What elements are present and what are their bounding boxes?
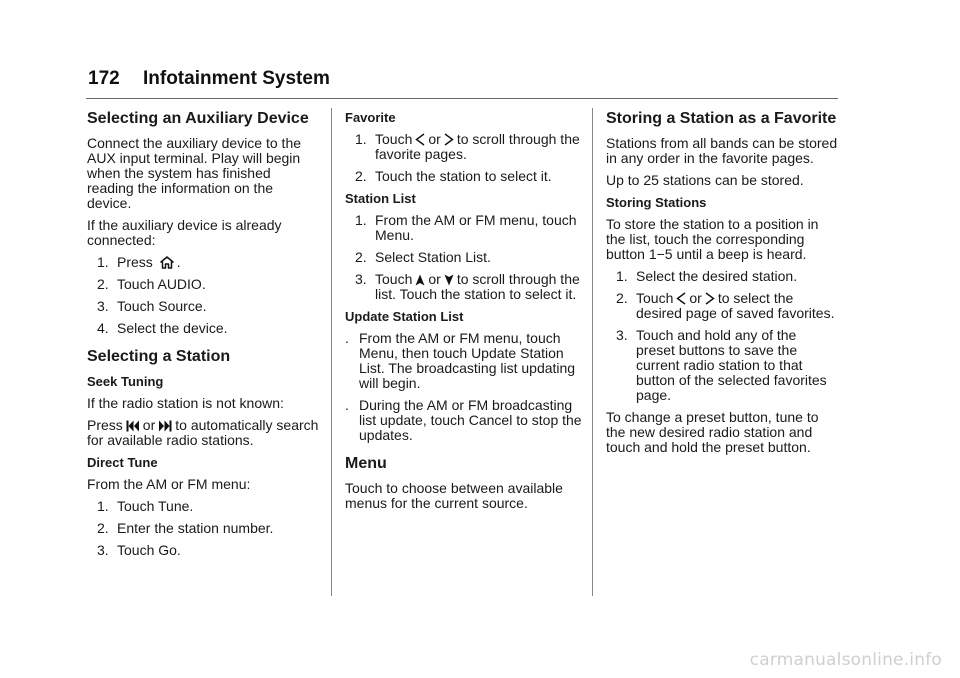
column-1 [87, 110, 319, 565]
list-item [87, 499, 319, 514]
step-text: Press [117, 254, 153, 270]
heading-seek-tuning: Seek Tuning [87, 374, 164, 389]
step-number: 2. [355, 249, 367, 265]
column-divider-right [592, 108, 593, 596]
para-connect: Connect the auxiliary device to the AUX input terminal. Play will begin when the system has finished reading the information on the device. [87, 135, 302, 211]
para-press-seek [87, 418, 319, 448]
heading-update-list: Update Station List [345, 309, 464, 324]
list-item [345, 331, 585, 391]
column-3 [606, 110, 838, 462]
heading-store-favorite: Storing a Station as a Favorite [606, 110, 837, 127]
store-steps-list [606, 269, 838, 403]
step-text: Touch [636, 290, 674, 306]
list-item [345, 272, 585, 302]
chevron-right-icon [705, 292, 715, 305]
para-up-to: Up to 25 stations can be stored. [606, 172, 804, 188]
watermark: carmanualsonline.info [749, 650, 942, 670]
arrow-down-icon [444, 274, 454, 286]
step-number: 2. [616, 290, 628, 306]
heading-aux-device: Selecting an Auxiliary Device [87, 110, 309, 127]
step-text-end: to scroll through the favorite pages. [375, 131, 580, 162]
step-text: Touch Tune. [117, 498, 194, 514]
step-text: Touch and hold any of the preset buttons to save the current radio station to that button of the selected favorites page. [636, 327, 827, 403]
press-text-end: to automatically search for available radio stations. [87, 417, 319, 448]
list-item [345, 213, 585, 243]
list-item [345, 398, 585, 443]
or-text: or [428, 131, 441, 147]
list-item [87, 321, 319, 336]
step-text: Select the desired station. [636, 268, 798, 284]
chevron-right-icon [444, 133, 454, 146]
para-menu: Touch to choose between available menus for the current source. [345, 480, 563, 511]
list-item [87, 255, 319, 270]
update-bullets [345, 331, 585, 443]
step-text-end: . [176, 254, 181, 270]
para-to-store: To store the station to a position in the list, touch the corresponding button 1−5 until a beep is heard. [606, 216, 819, 262]
column-divider-left [331, 108, 332, 596]
heading-menu: Menu [345, 455, 387, 472]
page-number: 172 [88, 68, 120, 89]
page-header [88, 68, 330, 90]
step-text-end: to scroll through the list. Touch the station to select it. [375, 271, 580, 302]
list-item [345, 169, 585, 184]
chevron-left-icon [415, 133, 425, 146]
aux-steps-list [87, 255, 319, 336]
step-text: Touch AUDIO. [117, 276, 206, 292]
para-direct: From the AM or FM menu: [87, 476, 251, 492]
step-number: 3. [97, 298, 109, 314]
list-item [87, 299, 319, 314]
list-item [606, 269, 838, 284]
column-2 [345, 110, 585, 518]
list-item [345, 132, 585, 162]
step-number: 1. [97, 254, 109, 270]
step-number: 2. [355, 168, 367, 184]
heading-favorite: Favorite [345, 110, 396, 125]
step-text-end: to select the desired page of saved favorites. [636, 290, 835, 321]
or-text: or [689, 290, 702, 306]
step-text: From the AM or FM menu, touch Menu. [375, 212, 577, 243]
heading-direct-tune: Direct Tune [87, 455, 158, 470]
step-number: 2. [97, 276, 109, 292]
step-text: Select the device. [117, 320, 228, 336]
heading-select-station: Selecting a Station [87, 348, 231, 365]
heading-storing-stations: Storing Stations [606, 195, 707, 210]
step-number: 1. [97, 498, 109, 514]
step-number: 1. [355, 131, 367, 147]
list-item [87, 543, 319, 558]
para-bands: Stations from all bands can be stored in any order in the favorite pages. [606, 135, 838, 166]
list-item [606, 328, 838, 403]
step-text: Touch the station to select it. [375, 168, 552, 184]
step-text: Touch Source. [117, 298, 207, 314]
step-text: Touch Go. [117, 542, 181, 558]
step-text: Enter the station number. [117, 520, 274, 536]
list-item [87, 521, 319, 536]
heading-station-list: Station List [345, 191, 416, 206]
step-text: Touch [375, 271, 413, 287]
bullet-mark: . [345, 397, 349, 413]
para-seek: If the radio station is not known: [87, 395, 284, 411]
list-item [345, 250, 585, 265]
seek-back-icon [126, 420, 140, 432]
press-text: Press [87, 417, 123, 433]
step-text: Select Station List. [375, 249, 491, 265]
para-change-preset: To change a preset button, tune to the new desired radio station and touch and hold the preset button. [606, 409, 819, 455]
step-number: 2. [97, 520, 109, 536]
bullet-text: During the AM or FM broadcasting list update, touch Cancel to stop the updates. [359, 397, 582, 443]
list-item [606, 291, 838, 321]
step-number: 1. [355, 212, 367, 228]
chevron-left-icon [676, 292, 686, 305]
step-number: 3. [355, 271, 367, 287]
para-if-connected: If the auxiliary device is already connected: [87, 217, 282, 248]
step-number: 1. [616, 268, 628, 284]
or-text: or [428, 271, 441, 287]
header-rule [86, 98, 838, 99]
seek-forward-icon [158, 420, 172, 432]
home-icon [160, 256, 174, 269]
step-number: 3. [97, 542, 109, 558]
or-text: or [142, 417, 156, 433]
step-number: 3. [616, 327, 628, 343]
direct-steps-list [87, 499, 319, 558]
bullet-mark: . [345, 330, 349, 346]
station-list-steps [345, 213, 585, 302]
bullet-text: From the AM or FM menu, touch Menu, then touch Update Station List. The broadcasting list updating will begin. [359, 330, 576, 391]
section-title: Infotainment System [142, 68, 330, 89]
step-number: 4. [97, 320, 109, 336]
favorite-steps-list [345, 132, 585, 184]
arrow-up-icon [415, 274, 425, 286]
list-item [87, 277, 319, 292]
step-text: Touch [375, 131, 413, 147]
